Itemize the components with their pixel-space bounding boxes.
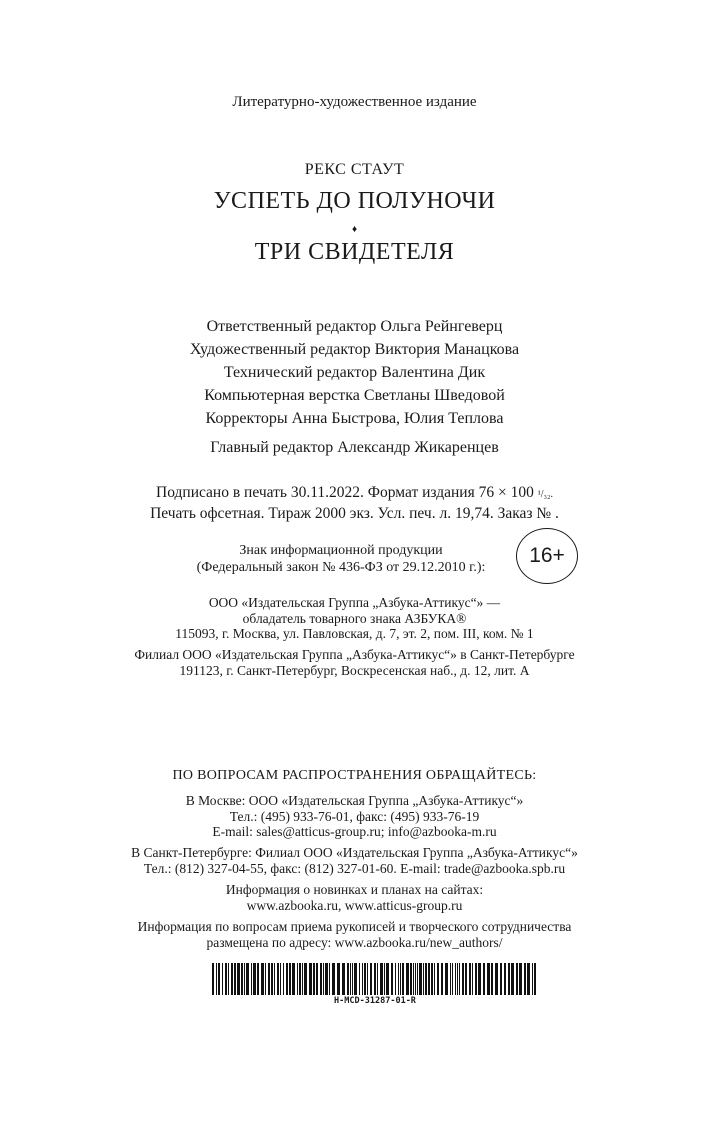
publisher-info xyxy=(0,595,709,642)
credits-block xyxy=(0,315,709,430)
barcode-bar xyxy=(524,963,526,995)
barcode-bar xyxy=(386,963,389,995)
barcode-bar xyxy=(457,963,458,995)
spb-line: Тел.: (812) 327-04-55, факс: (812) 327-01-60. E-mail: trade@azbooka.spb.ru xyxy=(143,860,566,876)
barcode-bar xyxy=(459,963,460,995)
barcode-bar xyxy=(391,963,393,995)
age-rating-badge: 16+ xyxy=(516,528,578,584)
barcode-bar xyxy=(234,963,236,995)
genre-label: Литературно-художественное издание xyxy=(232,94,477,110)
barcode-bar xyxy=(316,963,318,995)
sites-line: www.azbooka.ru, www.atticus-group.ru xyxy=(246,897,463,913)
moscow-line: E-mail: sales@atticus-group.ru; info@azbooka-m.ru xyxy=(212,824,497,839)
barcode-bar xyxy=(423,963,424,995)
barcode-bar xyxy=(491,963,493,995)
barcode-bar xyxy=(413,963,414,995)
credit-line: Художественный редактор Виктория Манацкова xyxy=(189,341,520,358)
barcode-bar xyxy=(212,963,214,995)
sign-line-2: (Федеральный закон № 436-ФЗ от 29.12.2010 г.): xyxy=(196,560,486,575)
moscow-line: Тел.: (495) 933-76-01, факс: (495) 933-76-19 xyxy=(229,808,480,824)
barcode-bar xyxy=(320,963,322,995)
format-fraction: ¹/₃₂. xyxy=(537,489,553,500)
barcode-bar xyxy=(225,963,227,995)
branch-line: Филиал ООО «Издательская Группа „Азбука-Аттикус“» в Санкт-Петербурге xyxy=(134,647,575,662)
distribution-manuscripts xyxy=(0,919,709,950)
barcode-bar xyxy=(511,963,514,995)
barcode-bar xyxy=(342,963,345,995)
barcode-bar xyxy=(359,963,360,995)
barcode-bar xyxy=(216,963,217,995)
barcode-bar xyxy=(257,963,259,995)
barcode-bar xyxy=(450,963,451,995)
barcode-bar xyxy=(377,963,378,995)
barcode-bar xyxy=(364,963,366,995)
barcode-bar xyxy=(370,963,372,995)
barcode-bar xyxy=(462,963,464,995)
barcode-bar xyxy=(516,963,518,995)
manuscripts-line: Информация по вопросам приема рукописей и творческого сотрудничества xyxy=(137,919,572,934)
barcode-bar xyxy=(508,963,510,995)
barcode-bar xyxy=(297,963,298,995)
barcode-bar xyxy=(437,963,439,995)
distribution-sites xyxy=(0,882,709,913)
barcode-bar xyxy=(532,963,533,995)
branch-info xyxy=(0,647,709,678)
barcode-bar xyxy=(431,963,433,995)
distribution-title: ПО ВОПРОСАМ РАСПРОСТРАНЕНИЯ ОБРАЩАЙТЕСЬ: xyxy=(172,768,537,783)
print-info-line-2: Печать офсетная. Тираж 2000 экз. Усл. печ. л. 19,74. Заказ № . xyxy=(150,505,559,522)
author-name: РЕКС СТАУТ xyxy=(304,161,405,178)
barcode-bar xyxy=(384,963,385,995)
barcode-bar xyxy=(237,963,240,995)
sites-line: Информация о новинках и планах на сайтах: xyxy=(225,882,484,897)
publisher-line: ООО «Издательская Группа „Азбука-Аттикус“» — xyxy=(208,595,501,610)
barcode-bar xyxy=(428,963,430,995)
barcode-bar xyxy=(325,963,328,995)
barcode-bar xyxy=(241,963,243,995)
barcode xyxy=(212,963,538,995)
publisher-line: обладатель товарного знака АЗБУКА® xyxy=(242,610,467,626)
barcode-bar xyxy=(352,963,353,995)
barcode-bar xyxy=(402,963,404,995)
barcode-bar xyxy=(469,963,471,995)
barcode-bar xyxy=(400,963,401,995)
barcode-bar xyxy=(304,963,307,995)
barcode-bar xyxy=(280,963,281,995)
barcode-bar xyxy=(251,963,252,995)
barcode-bar xyxy=(465,963,467,995)
barcode-bar xyxy=(419,963,422,995)
barcode-bar xyxy=(337,963,340,995)
barcode-bar xyxy=(283,963,284,995)
barcode-bar xyxy=(309,963,312,995)
barcode-bar xyxy=(487,963,490,995)
print-info-line-1 xyxy=(0,483,709,504)
barcode-bar xyxy=(289,963,291,995)
barcode-bar xyxy=(415,963,416,995)
barcode-bar xyxy=(268,963,270,995)
barcode-bar xyxy=(475,963,477,995)
barcode-bar xyxy=(261,963,264,995)
barcode-bar xyxy=(478,963,481,995)
barcode-bar xyxy=(410,963,412,995)
barcode-bar xyxy=(406,963,409,995)
barcode-bar xyxy=(292,963,295,995)
barcode-bar xyxy=(380,963,383,995)
barcode-bar xyxy=(425,963,427,995)
barcode-bar xyxy=(218,963,220,995)
barcode-bar xyxy=(395,963,396,995)
barcode-bar xyxy=(329,963,330,995)
book-title-1: УСПЕТЬ ДО ПОЛУНОЧИ xyxy=(213,188,496,214)
barcode-bar xyxy=(483,963,485,995)
barcode-bar xyxy=(527,963,530,995)
distribution-spb xyxy=(0,845,709,876)
barcode-bar xyxy=(445,963,448,995)
credit-line: Компьютерная верстка Светланы Шведовой xyxy=(204,387,505,404)
barcode-bar xyxy=(228,963,229,995)
barcode-bar xyxy=(313,963,315,995)
barcode-bar xyxy=(231,963,233,995)
barcode-bar xyxy=(277,963,279,995)
title-separator-diamond: ♦ xyxy=(351,224,358,235)
barcode-bar xyxy=(253,963,256,995)
barcode-bar xyxy=(434,963,435,995)
manuscripts-line: размещена по адресу: www.azbooka.ru/new_authors/ xyxy=(206,934,503,950)
barcode-bar xyxy=(374,963,376,995)
barcode-bar xyxy=(246,963,249,995)
moscow-line: В Москве: ООО «Издательская Группа „Азбука-Аттикус“» xyxy=(185,793,524,808)
barcode-bar xyxy=(455,963,456,995)
sign-line-1: Знак информационной продукции xyxy=(239,543,443,558)
barcode-bar xyxy=(350,963,351,995)
publisher-line: 115093, г. Москва, ул. Павловская, д. 7, эт. 2, пом. III, ком. № 1 xyxy=(175,626,534,641)
barcode-bar xyxy=(332,963,335,995)
barcode-bar xyxy=(362,963,363,995)
credit-line: Корректоры Анна Быстрова, Юлия Теплова xyxy=(205,410,504,427)
barcode-text: H-MCD-31287-01-R xyxy=(334,996,416,1006)
spb-line: В Санкт-Петербурге: Филиал ООО «Издательская Группа „Азбука-Аттикус“» xyxy=(131,845,578,860)
barcode-bar xyxy=(472,963,473,995)
barcode-bar xyxy=(299,963,301,995)
barcode-bar xyxy=(274,963,275,995)
barcode-bar xyxy=(354,963,357,995)
barcode-bar xyxy=(441,963,443,995)
credit-line: Ответственный редактор Ольга Рейнгеверц xyxy=(206,318,503,335)
barcode-bar xyxy=(244,963,245,995)
barcode-bar xyxy=(265,963,266,995)
barcode-bar xyxy=(534,963,536,995)
barcode-bar xyxy=(500,963,502,995)
barcode-bar xyxy=(286,963,288,995)
barcode-bar xyxy=(504,963,506,995)
barcode-bar xyxy=(452,963,453,995)
barcode-bar xyxy=(347,963,349,995)
barcode-bar xyxy=(495,963,498,995)
book-title-2: ТРИ СВИДЕТЕЛЯ xyxy=(254,239,455,265)
print-info xyxy=(0,483,709,523)
info-product-sign xyxy=(178,542,504,576)
credit-line: Технический редактор Валентина Дик xyxy=(223,364,486,381)
barcode-bar xyxy=(222,963,223,995)
distribution-moscow xyxy=(0,793,709,840)
barcode-bar xyxy=(302,963,303,995)
barcode-bar xyxy=(519,963,522,995)
branch-line: 191123, г. Санкт-Петербург, Воскресенская наб., д. 12, лит. А xyxy=(179,662,530,678)
barcode-bar xyxy=(398,963,399,995)
barcode-bar xyxy=(367,963,368,995)
print-format-text: Подписано в печать 30.11.2022. Формат издания 76 × 100 xyxy=(156,484,538,501)
barcode-bar xyxy=(417,963,418,995)
chief-editor: Главный редактор Александр Жикаренцев xyxy=(210,439,499,456)
barcode-bar xyxy=(271,963,273,995)
barcode-bar xyxy=(323,963,324,995)
